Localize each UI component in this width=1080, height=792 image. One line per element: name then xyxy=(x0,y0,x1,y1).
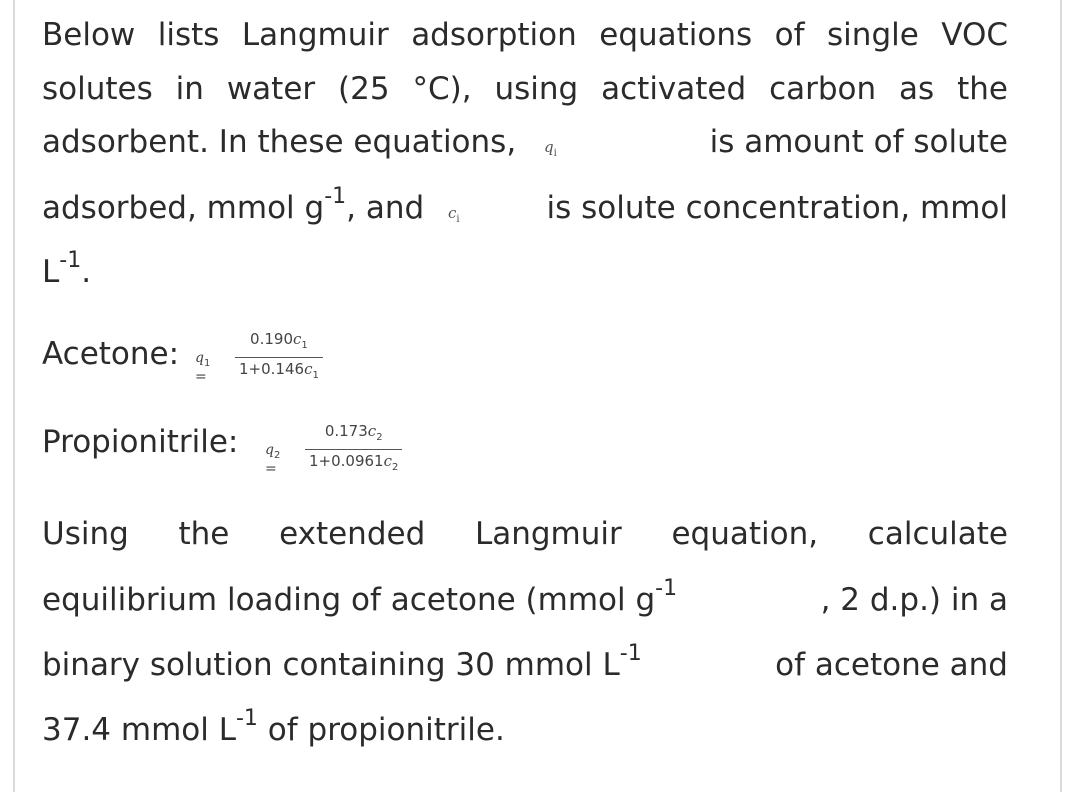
acetone-lhs: $q_1$ = xyxy=(195,350,211,385)
propionitrile-label: Propionitrile: xyxy=(42,424,239,460)
acetone-fraction xyxy=(235,330,323,385)
question-line-4: 37.4 mmol $L^{-1}$ of propionitrile. xyxy=(42,705,505,748)
propionitrile-lhs: $q_2$ = xyxy=(265,442,281,477)
propionitrile-numerator: $0.173c_2$ xyxy=(324,422,383,443)
question-line-3: binary solution containing 30 mmol $L^{-1}$ of acetone and xyxy=(42,640,1008,683)
intro-line-3-end: is amount of solute xyxy=(709,124,1008,160)
intro-line-3-start: adsorbent. In these equations, xyxy=(42,124,517,160)
qi-symbol: $q_i$ xyxy=(544,138,557,159)
intro-line-1: Below lists Langmuir adsorption equations of single VOC xyxy=(42,17,1008,53)
intro-line-4: adsorbed, mmol $g^{-1}$, and $c_i$ is solute concentration, mmol xyxy=(42,183,1008,226)
intro-line-2: solutes in water (25 °C), using activated carbon as the xyxy=(42,71,1008,107)
question-line-1: Using the extended Langmuir equation, calculate xyxy=(42,516,1008,552)
ci-symbol: $c_i$ xyxy=(448,204,460,225)
fraction-bar xyxy=(235,357,323,358)
propionitrile-denominator: $1+0.0961c_2$ xyxy=(309,452,399,473)
acetone-numerator: $0.190c_1$ xyxy=(250,330,308,351)
propionitrile-fraction xyxy=(305,422,402,477)
acetone-denominator: $1+0.146c_1$ xyxy=(239,360,319,381)
intro-line-3 xyxy=(42,122,1008,174)
question-line-2: equilibrium loading of acetone (mmol $g^{-1}$ , 2 d.p.) in a xyxy=(42,575,1008,618)
intro-line-5: $L^{-1}$. xyxy=(42,247,92,290)
acetone-label: Acetone: xyxy=(42,336,180,372)
fraction-bar xyxy=(305,449,402,450)
